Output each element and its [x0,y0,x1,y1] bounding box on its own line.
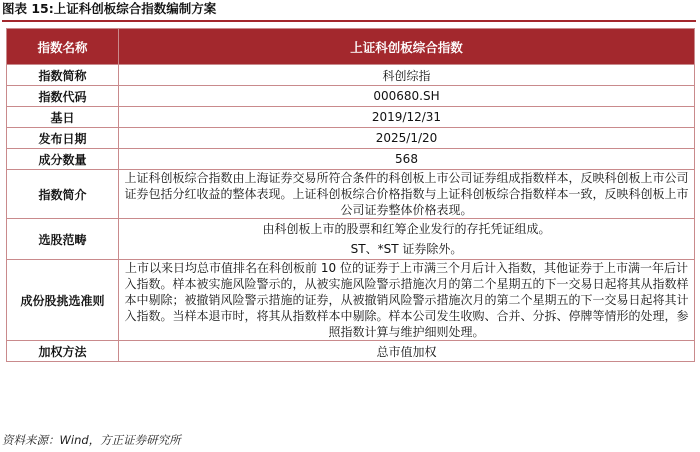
header-label: 指数名称 [7,29,119,65]
row-value-line: ST、*ST 证券除外。 [350,242,463,256]
title-rule [2,20,696,22]
table-row [7,170,695,219]
figure-title: 图表 15:上证科创板综合指数编制方案 [2,1,217,16]
row-value: 568 [119,149,695,170]
table-row [7,86,695,107]
row-value-line: 由科创板上市的股票和红筹企业发行的存托凭证组成。 [262,222,551,236]
table-header-row [7,29,695,65]
table-row [7,128,695,149]
row-value [119,219,695,260]
row-value: 2025/1/20 [119,128,695,149]
header-value: 上证科创板综合指数 [119,29,695,65]
row-label: 指数简介 [7,170,119,219]
table-row [7,149,695,170]
table-row [7,219,695,260]
table-row [7,107,695,128]
index-scheme-table [6,28,695,362]
row-value: 上证科创板综合指数由上海证券交易所符合条件的科创板上市公司证券组成指数样本，反映科创板上市公司证券包括分红收益的整体表现。上证科创板综合价格指数与上证科创板综合指数样本一致，反映科创板上市公司证券整体价格表现。 [119,170,695,219]
row-value: 科创综指 [119,65,695,86]
row-label: 选股范畴 [7,219,119,260]
row-label: 指数简称 [7,65,119,86]
row-value: 上市以来日均总市值排名在科创板前 10 位的证券于上市满三个月后计入指数，其他证券于上市满一年后计入指数。样本被实施风险警示的，从被实施风险警示措施次月的第二个星期五的下一交易日起将其从指数样本中剔除；被撤销风险警示措施的证券，从被撤销风险警示措施次月的第二个星期五的下一交易日起将其计入指数。当样本退市时，将其从指数样本中剔除。样本公司发生收购、合并、分拆、停牌等情形的处理，参照指数计算与维护细则处理。 [119,260,695,341]
row-label: 加权方法 [7,341,119,362]
table-row [7,65,695,86]
row-value: 总市值加权 [119,341,695,362]
row-label: 指数代码 [7,86,119,107]
source-note: 资料来源：Wind，方正证券研究所 [2,433,181,447]
table-row [7,260,695,341]
row-label: 基日 [7,107,119,128]
table-row [7,341,695,362]
row-label: 成份股挑选准则 [7,260,119,341]
row-label: 发布日期 [7,128,119,149]
row-label: 成分数量 [7,149,119,170]
row-value: 2019/12/31 [119,107,695,128]
row-value: 000680.SH [119,86,695,107]
